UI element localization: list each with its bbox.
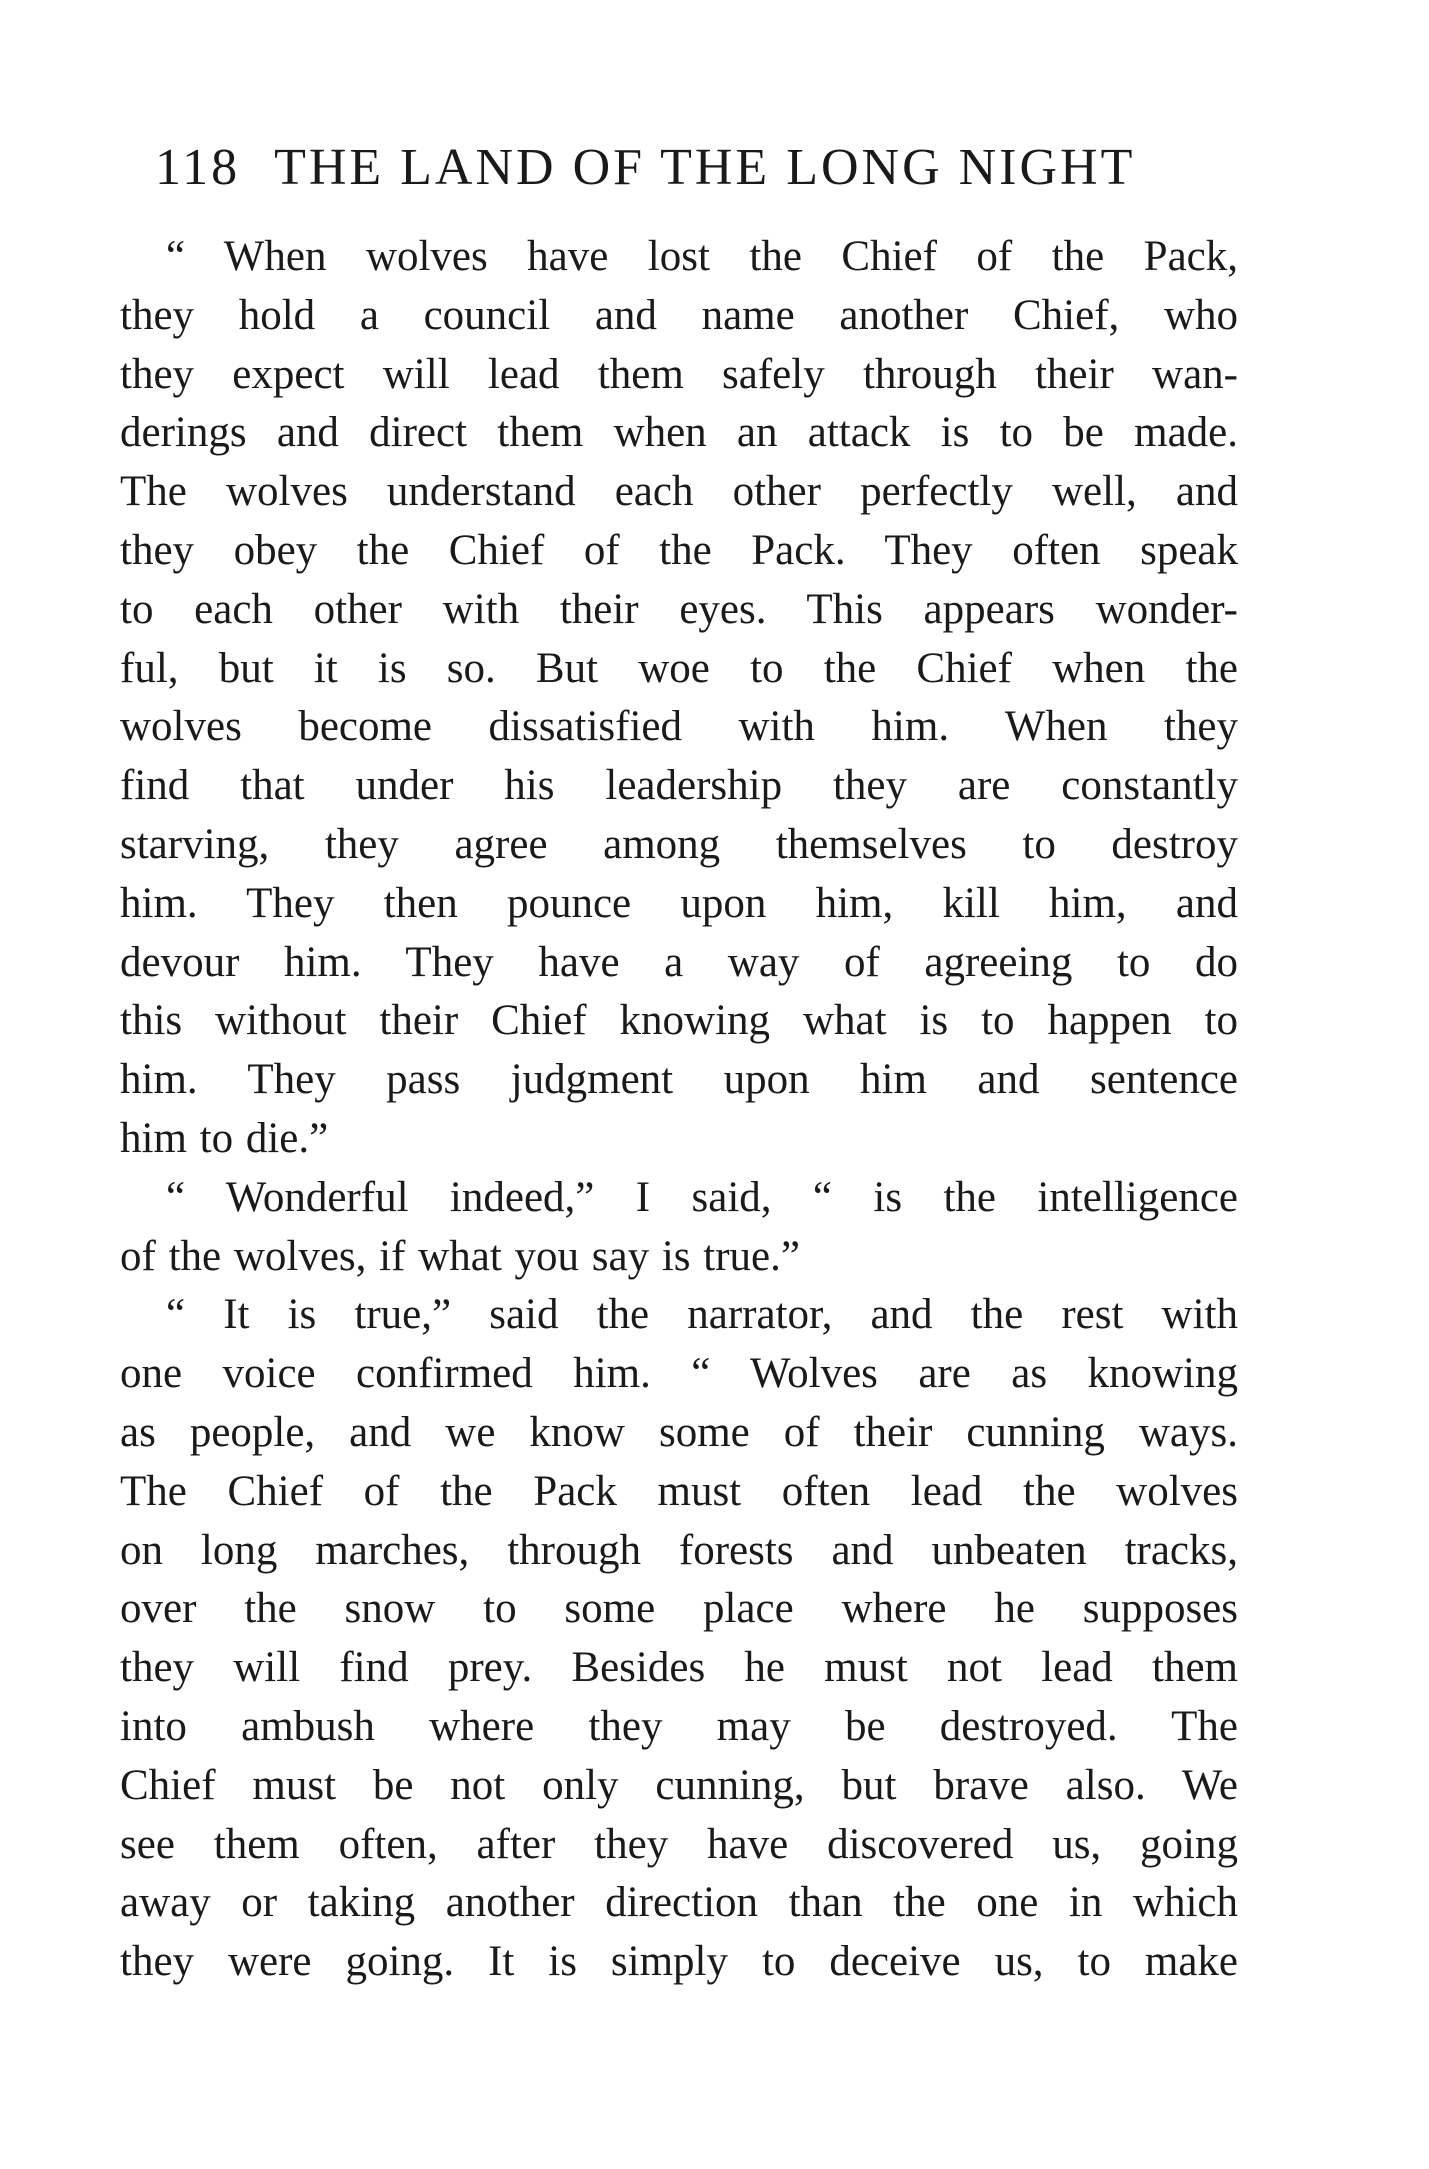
page-number: 118 — [155, 139, 241, 196]
text-line: over the snow to some place where he supposes — [120, 1585, 1238, 1633]
running-title: THE LAND OF THE LONG NIGHT — [274, 139, 1136, 196]
text-line: him to die.” — [120, 1114, 329, 1162]
text-line: away or taking another direction than the one in which — [120, 1879, 1238, 1927]
text-line: The Chief of the Pack must often lead the wolves — [120, 1467, 1238, 1515]
text-line: of the wolves, if what you say is true.” — [120, 1232, 800, 1280]
text-line: one voice confirmed him. “ Wolves are as knowing — [120, 1350, 1238, 1398]
text-line: wolves become dissatisfied with him. When they — [120, 703, 1238, 751]
text-line: they obey the Chief of the Pack. They often speak — [120, 526, 1238, 574]
text-line: him. They then pounce upon him, kill him, and — [120, 879, 1238, 927]
text-line: find that under his leadership they are constantly — [120, 762, 1238, 810]
running-head — [155, 138, 1235, 198]
text-line: devour him. They have a way of agreeing to do — [120, 938, 1238, 986]
text-line: this without their Chief knowing what is to happen to — [120, 997, 1238, 1045]
text-line: Chief must be not only cunning, but brave also. We — [120, 1761, 1238, 1809]
text-line: to each other with their eyes. This appears wonder- — [120, 585, 1238, 633]
text-line: they hold a council and name another Chief, who — [120, 291, 1238, 339]
text-line: into ambush where they may be destroyed. The — [120, 1702, 1238, 1750]
text-line: they will find prey. Besides he must not lead them — [120, 1644, 1238, 1692]
text-line: him. They pass judgment upon him and sentence — [120, 1056, 1238, 1104]
text-line: starving, they agree among themselves to destroy — [120, 820, 1238, 868]
body-text — [120, 228, 1238, 1992]
text-line: they were going. It is simply to deceive us, to make — [120, 1938, 1238, 1986]
text-line: “ When wolves have lost the Chief of the Pack, — [166, 233, 1238, 280]
text-line: on long marches, through forests and unbeaten tracks, — [120, 1526, 1238, 1574]
text-line: “ It is true,” said the narrator, and the rest with — [166, 1291, 1238, 1339]
text-line: “ Wonderful indeed,” I said, “ is the intelligence — [166, 1173, 1238, 1221]
text-line: ful, but it is so. But woe to the Chief when the — [120, 644, 1238, 692]
text-line: derings and direct them when an attack is to be made. — [120, 409, 1238, 457]
text-line: The wolves understand each other perfectly well, and — [120, 468, 1238, 516]
text-line: see them often, after they have discovered us, going — [120, 1820, 1238, 1868]
text-line: they expect will lead them safely through their wan- — [120, 350, 1238, 398]
text-line: as people, and we know some of their cunning ways. — [120, 1408, 1238, 1456]
